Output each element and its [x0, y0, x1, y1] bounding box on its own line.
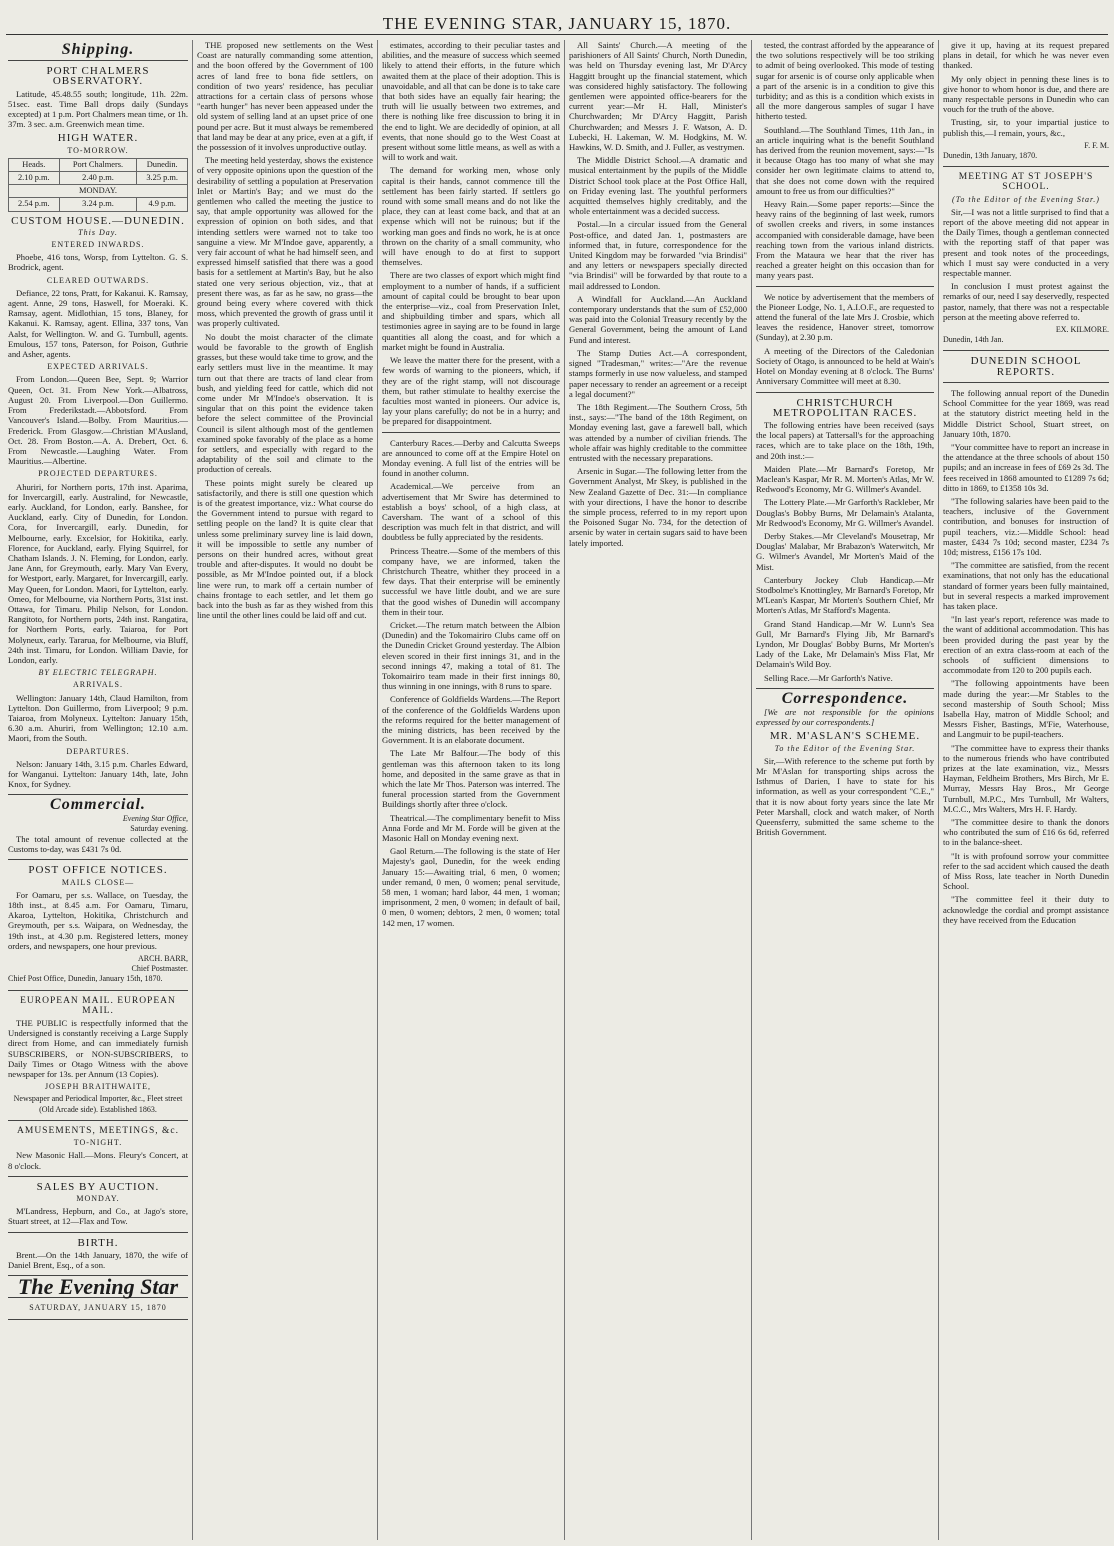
- letter-paragraph: My only object in penning these lines is to give honor to whom honor is due, and there are many respectable persons in Dunedin who can vouch for the truth of the above.: [943, 73, 1109, 115]
- commercial-heading: Commercial.: [50, 796, 146, 814]
- report-paragraph: "The following appointments have been made during the year:—Mr Stables to the second mastership of South School; Miss Isabella Hay, matron of Middle School; and Messrs Fisher, Bastings, M'Fie, Waterhouse, and Langmuir to be pupil-teachers.: [943, 678, 1109, 740]
- article-paragraph: There are two classes of export which might find employment to a number of hands, if a sufficient amount of capital could be brought to bear upon the enterprise—viz., coal from Preservation Inlet, and shipbuilding timber and spars, which all testimonies agree in saying are to be found in large quantities all along the coast, and for which a market might be found in Australia.: [382, 270, 560, 352]
- joseph-subheading: (To the Editor of the Evening Star.): [952, 194, 1100, 204]
- races-entry: Maiden Plate.—Mr Barnard's Foretop, Mr Maclean's Kaspar, Mr R. M. Morten's Atlas, Mr W. Redwood's Economy, Mr G. Willmer's Avandel.: [756, 463, 934, 495]
- article-paragraph: We leave the matter there for the present, with a few words of warning to the pioneers, which, if they are of the right stamp, will not discourage them, but rather stimulate to healthy exercise the faculties most wanted in pioneers. Our advice is, lay your plans carefully; do not be in a hurry; and be prepared for disappointment.: [382, 355, 560, 427]
- tide-cell: 3.24 p.m.: [59, 198, 137, 211]
- letter-date: Dunedin, 13th January, 1870.: [943, 151, 1038, 161]
- races-entry: The Lottery Plate.—Mr Garforth's Rackleber, Mr Douglas's Bobby Burns, Mr Delamain's Atalanta, Mr Redwood's Economy, Mr G. Willmer's Avandel.: [756, 497, 934, 528]
- news-item: Academical.—We perceive from an advertisement that Mr Swire has determined to establish a boys' school, of a high class, at Caversham. The want of a school of this description was much felt in that district, and will doubtless be fully appreciated by the residents.: [382, 481, 560, 543]
- tide-cell: 3.25 p.m.: [137, 172, 188, 185]
- letter-paragraph: give it up, having at its request prepared plans in detail, for which he was never even thanked.: [943, 40, 1109, 71]
- letter-paragraph: Trusting, sir, to your impartial justice to publish this,—I remain, yours, &c.,: [943, 117, 1109, 138]
- report-paragraph: "The committee have to express their thanks to the numerous friends who have contributed prizes at the late examination, viz., Messrs Hayman, Feldheim Brothers, Mrs Birch, Mr E. Murray, Messrs Hay Bros., Mr George Turnbull, M.P.C., Mrs Turnbull, Mr Walters, M.C.C., Mrs Walters, Mrs H. F. Hardy.: [943, 742, 1109, 814]
- news-item: Gaol Return.—The following is the state of Her Majesty's gaol, Dunedin, for the week ending January 15:—Awaiting trial, 6 men, 0 women; under remand, 0 men, 0 women; penal servitude, 58 men, 1 woman; hard labor, 44 men, 1 woman; imprisonment, 2 men, 0 women; in default of bail, 0 men, 0 women; debtors, 2 men, 0 women; total 142 men, 17 women.: [382, 846, 560, 928]
- correspondence-heading: Correspondence.: [781, 689, 909, 707]
- divider: [756, 688, 934, 689]
- shipping-heading: Shipping.: [61, 41, 135, 58]
- races-entry: Grand Stand Handicap.—Mr W. Lunn's Sea Gull, Mr Barnard's Flying Jib, Mr Barnard's Lyndon, Mr Douglas' Bobby Burns, Mr Morten's Lady of the Lake, Mr Delamain's Miss Flat, Mr Delamain's Wild Boy.: [756, 618, 934, 670]
- leader-paragraph: These points might surely be cleared up satisfactorily, and there is still one question which is of the greatest importance, viz.: What course do the Government intend to pursue with regard to settling people on the land? It is quite clear that unless some preliminary survey line is laid down, it will be impossible to settle any number of persons on their hundred acres, without great trouble and after-disputes. It would no doubt be possible, as Mr M'Indoe pointed out, if a block line were run, to mark off a certain number of chains frontage to each settler, and let them go back into the bush as far as they wished from this line until the other lines could be laid off and cut.: [197, 477, 373, 621]
- report-paragraph: "In last year's report, reference was made to the want of additional accommodation. This has been provided during the past year by the erection of an extra class-room at each of the schools of sufficient dimensions to accommodate from 120 to 200 pupils each.: [943, 614, 1109, 676]
- mcaslan-subheading: To the Editor of the Evening Star.: [774, 743, 916, 753]
- entered-inwards-heading: ENTERED INWARDS.: [51, 240, 145, 250]
- tide-cell: 2.10 p.m.: [9, 172, 60, 185]
- birth-heading: BIRTH.: [77, 1236, 119, 1249]
- news-item: Conference of Goldfields Wardens.—The Report of the conference of the Goldfields Wardens upon the reforms required for the better management of the mining districts, has been received by the Government. It is an elaborate document.: [382, 694, 560, 746]
- observatory-heading: PORT CHALMERS OBSERVATORY.: [46, 65, 150, 88]
- news-item: Heavy Rain.—Some paper reports:—Since the heavy rains of the beginning of last week, rumors of swollen creeks and rivers, in some instances accompanied with considerable damage, have been reaching town from the various inland districts. From the Mataura we hear that the river has reached a greater height on this occasion than for many years past.: [756, 199, 934, 281]
- amusements-text: New Masonic Hall.—Mons. Fleury's Concert, at 8 o'clock.: [8, 1150, 188, 1171]
- divider: [943, 166, 1109, 167]
- divider: [8, 990, 188, 991]
- leader-paragraph: No doubt the moist character of the climate would be favorable to the growth of English grasses, but these would take time to grow, and the early settlers must live in the meantime. It may turn out that there are tracts of land clear from bush, and yielding feed for cattle, which did not come under Mr M'Indoe's observation. It is singular that on this point the evidence taken before the select committee of the Provincial Council is silent although most of the gentlemen examined spoke favorably of the place as a home for settlers, and especially with regard to the adaptability of the soil and climate to the production of cereals.: [197, 331, 373, 475]
- divider: [8, 794, 188, 795]
- letter-paragraph: In conclusion I must protest against the remarks of our, need I say deservedly, respected pastor, namely, that there was not a respectable person at the meeting above referred to.: [943, 281, 1109, 322]
- news-item: Canterbury Races.—Derby and Calcutta Sweeps are announced to come off at the Empire Hotel on Monday evening. A full list of the entries will be found in another column.: [382, 437, 560, 479]
- telegraph-heading: BY ELECTRIC TELEGRAPH.: [38, 668, 158, 678]
- column-divider: [377, 40, 378, 1540]
- races-entry: Derby Stakes.—Mr Cleveland's Mousetrap, Mr Douglas' Malabar, Mr Brabazon's Waterwitch, Mr G. Wilmer's Avandel, Mr Morten's Maid of the Mist.: [756, 530, 934, 572]
- races-entry: Canterbury Jockey Club Handicap.—Mr Stodbolme's Knottingley, Mr Barnard's Foretop, Mr M'Lean's Kaspar, Mr Morten's Southern Chief, Mr Morten's Atlas, Mr Stafford's Magenta.: [756, 574, 934, 616]
- divider: [756, 286, 934, 287]
- post-office-heading: POST OFFICE NOTICES.: [28, 864, 168, 877]
- report-paragraph: "The committee desire to thank the donors who contributed the sum of £16 6s 6d, referred to in the balance-sheet.: [943, 817, 1109, 848]
- news-item: Theatrical.—The complimentary benefit to Miss Anna Forde and Mr M. Forde will be given at the Masonic Hall on Monday evening next.: [382, 812, 560, 844]
- monday-label: MONDAY.: [9, 185, 188, 198]
- races-entry: Selling Race.—Mr Garforth's Native.: [764, 672, 893, 683]
- cleared-outwards-text: Defiance, 22 tons, Pratt, for Kakanui. K. Ramsay, agent. Anne, 29 tons, Haswell, for Moeraki. K. Ramsay, agent. Midlothian, 15 tons, Blaney, for Kakanui. K. Ramsay, agent. Ellina, 337 tons, Van Aalst, for Wellington. W. and G. Turnbull, agents. Emulous, 157 tons, Paterson, for Poison, Guthrie and Asher, agents.: [8, 287, 188, 360]
- article-paragraph: The demand for working men, whose only capital is their hands, cannot commence till the settlement has been fairly started. If settlers go round with some small means and do not like the place, they can at least come back, and that at an expense which will not be ruinous; but if the working man goes and finds no work, he is at once thrown on the charity of a small community, who will have enough to do at first to support themselves.: [382, 165, 560, 268]
- entered-inwards-text: Phoebe, 416 tons, Worsp, from Lyttelton. G. S. Brodrick, agent.: [8, 252, 188, 273]
- news-item: A Windfall for Auckland.—An Auckland contemporary understands that the sum of £52,000 was paid into the Colonial Treasury recently by the General Government, being the amount of Land Fund and interest.: [569, 293, 747, 345]
- sales-heading: SALES BY AUCTION.: [36, 1180, 160, 1193]
- tide-cell: 2.54 p.m.: [9, 198, 60, 211]
- divider: [943, 382, 1109, 383]
- this-day-label: This Day.: [78, 227, 118, 237]
- correspondence-note: [We are not responsible for the opinions expressed by our correspondents.]: [756, 706, 934, 728]
- tonight-label: TO-NIGHT.: [73, 1138, 123, 1148]
- braithwaite-address: Newspaper and Periodical Importer, &c., Fleet street (Old Arcade side). Established 1863.: [13, 1094, 183, 1114]
- expected-arrivals-heading: EXPECTED ARRIVALS.: [47, 362, 149, 372]
- column-3: [382, 40, 560, 1540]
- column-6: [943, 40, 1109, 1540]
- news-item: The Late Mr Balfour.—The body of this gentleman was this afternoon taken to its long home, and deposited in the same grave as that in which the late Mr Thos. Paterson was interred. The funeral procession started from the Government Buildings shortly after three o'clock.: [382, 748, 560, 810]
- arrivals-text: Wellington: January 14th, Claud Hamilton, from Lyttelton. Don Guillermo, from Liverpool; 9 p.m. Taiaroa, from Molyneux. Lyttelton: January 15th, 6.30 a.m. Ahuriri, from Wellington; 12.10 a.m. Maori, from the South.: [8, 692, 188, 744]
- report-paragraph: "The committee feel it their duty to acknowledge the cordial and prompt assistance they have received from the Education: [943, 894, 1109, 925]
- projected-departures-text: Ahuriri, for Northern ports, 17th inst. Aparima, for Invercargill, early. Australind, for Newcastle, early. Auckland, for London, early. Banshee, for Auckland, early. City of Dunedin, for London. Cora, for Invercargill, early. Dunedin, for Melbourne, early. Excelsior, for Hokitika, early. Florence, for Auckland, early. Flying Squirrel, for Chatham Islands. J. N. Fleming, for London, early. Jane Ann, for Greymouth, early. Mary Van Every, for Westport, early. Margaret, for Invercargill, early. May Queen, for London. Maori, for Lyttelton, early. Omeo, for Melbourne, via Northern Ports, 31st inst. Ottawa, for Timaru. Philip Nelson, for London. Rangitoto, for Northern ports, 24th inst. Rangatira, for Northern Ports, early. Taiaroa, for Port Molyneux, early. Tararua, for Melbourne, via Bluff, 24th inst. Timaru, for London. William Davie, for London, early.: [8, 481, 188, 665]
- news-item: Princess Theatre.—Some of the members of this company have, we are informed, taken the Christchurch Theatre, whither they proceed in a few days. That their enterprise will be eminently successful we have little doubt, and we are sure that the good wishes of Dunedin will accompany them in their tour.: [382, 545, 560, 617]
- report-paragraph: "The committee are satisfied, from the recent examinations, that not only has the educational standard of former years been fully maintained, but in several respects a marked improvement has taken place.: [943, 560, 1109, 611]
- leader-paragraph: The meeting held yesterday, shows the existence of very opposite opinions upon the question of the desirability of settling a population at Preservation Inlet or Martin's Bay; and we must do the gentlemen who called the meeting the justice to say, that ample opportunity was allowed for the expression of opinion on both sides, and that intending settlers were warned not to take too sanguine a view. Mr M'Indoe gave, apparently, a very fair account of what he had himself seen, and expressed himself satisfied that there was a good basis for a settlement at Martin's Bay, but he also stated one very serious objection, viz., that at present there was, as far as he saw, no grass—the ground being every where covered with thick moss, which prevented the growth of grass until it was properly cultivated.: [197, 155, 373, 329]
- birth-text: Brent.—On the 14th January, 1870, the wife of Daniel Brent, Esq., of a son.: [8, 1249, 188, 1270]
- divider: [382, 432, 560, 433]
- news-item: The Stamp Duties Act.—A correspondent, signed "Tradesman," writes:—"Are the revenue stamps formerly in use now valueless, and stamped paper necessary to render an agreement or a receipt a legal document?": [569, 347, 747, 399]
- tide-table: [8, 158, 188, 212]
- european-mail-heading: EUROPEAN MAIL. EUROPEAN MAIL.: [20, 995, 176, 1016]
- letter-signature: EX. KILMORE.: [1055, 325, 1109, 335]
- commercial-time: Saturday evening.: [130, 823, 188, 833]
- divider: [943, 350, 1109, 351]
- braithwaite-name: JOSEPH BRAITHWAITE,: [44, 1082, 152, 1092]
- letter-signature: F. F. M.: [1084, 140, 1109, 150]
- tide-cell: 2.40 p.m.: [59, 172, 137, 185]
- departures-text: Nelson: January 14th, 3.15 p.m. Charles Edward, for Wanganui. Lyttelton: January 14th, late, John Knox, for Sydney.: [8, 758, 188, 790]
- divider: [8, 60, 188, 61]
- column-divider: [564, 40, 565, 1540]
- column-5: [756, 40, 934, 1540]
- news-item: Arsenic in Sugar.—The following letter from the Government Analyst, Mr Skey, is published in the New Zealand Gazette of Dec. 31:—In compliance with your directions, I have the honor to describe the simple process, referred to in my report upon the Poisoned Sugar No. 734, for the detection of arsenic by water in certain sugars said to have been lately imported.: [569, 466, 747, 548]
- news-item: Postal.—In a circular issued from the General Post-office, and dated Jan. 1, postmasters are informed that, in future, correspondence for the United Kingdom may be forwarded "via Brindisi" and any letters or newspapers specially directed "via Brindisi" will be forwarded by that route to a mail addressed to London.: [569, 219, 747, 291]
- custom-house-heading: CUSTOM HOUSE.—DUNEDIN.: [11, 214, 185, 227]
- sales-text: M'Landress, Hepburn, and Co., at Jago's store, Stuart street, at 12—Flax and Tow.: [8, 1206, 188, 1227]
- projected-departures-heading: PROJECTED DEPARTURES.: [38, 469, 158, 479]
- post-office-signoff: Chief Post Office, Dunedin, January 15th, 1870.: [8, 974, 163, 984]
- column-2: [197, 40, 373, 1540]
- column-divider: [751, 40, 752, 1540]
- commercial-office: Evening Star Office,: [122, 813, 188, 823]
- letter-paragraph: Sir,—With reference to the scheme put forth by Mr M'Aslan for transporting ships across the Isthmus of Darien, I have to state for his information, as well as your correspondent "C.E.," that it is now about forty years since the late Mr Peter Marshall, clock and watch maker, of North Queensferry, submitted the same scheme to the British Government.: [756, 755, 934, 838]
- mcaslan-heading: MR. M'ASLAN'S SCHEME.: [769, 730, 921, 743]
- letter-paragraph: Sir,—I was not a little surprised to find that a report of the above meeting did not appear in the Daily Times, though a gentleman connected with the reporting staff of that paper was present and took notes of the proceedings, which I must say were conducted in a very respectable manner.: [943, 206, 1109, 279]
- leader-paragraph: THE proposed new settlements on the West Coast are naturally commanding some attention, and the boon offered by the Government of 100 acres of land free to bona fide settlers, on condition of two years' residence, has peculiar attractions for a certain class of persons whose "earth hunger" has never been appeased under the old system of selling land at an upset price of one pound per acre. But it must always be remembered that land may be dear at any price, even at a gift, if the possession of it involves unproductive outlay.: [197, 40, 373, 153]
- news-item: All Saints' Church.—A meeting of the parishioners of All Saints' Church, North Dunedin, was held on Thursday evening last, Mr D'Arcy Haggitt brought up the financial statement, which was considered highly satisfactory. The following gentlemen were appointed office-bearers for the current year:—Mr H. Hall, Minister's Churchwarden; Mr D'Arcy Haggitt, Parish Churchwarden; and Messrs J. F. Watson, A. D. Lubecki, H. Lakeman, W. M. Hodgkins, M. W. Hawkins, W. D. Smith, and J. Fuller, as vestrymen.: [569, 40, 747, 153]
- column-divider: [938, 40, 939, 1540]
- letter-date: Dunedin, 14th Jan.: [943, 335, 1004, 345]
- departures-heading: DEPARTURES.: [66, 746, 130, 756]
- tide-col-port: Port Chalmers.: [59, 158, 137, 171]
- cleared-outwards-heading: CLEARED OUTWARDS.: [46, 275, 150, 285]
- report-paragraph: "Your committee have to report an increase in the attendance at the three schools of about 150 pupils; and an increase in fees of £69 2s 3d. The fees received in 1868 amounted to £1289 7s 6d; ditto in 1869, to £1358 10s 3d.: [943, 441, 1109, 493]
- races-heading: CHRISTCHURCH METROPOLITAN RACES.: [772, 396, 918, 419]
- joseph-heading: MEETING AT ST JOSEPH'S SCHOOL.: [958, 172, 1094, 193]
- tide-cell: 4.9 p.m.: [137, 198, 188, 211]
- mails-close-label: MAILS CLOSE—: [61, 877, 135, 887]
- commercial-text: The total amount of revenue collected at the Customs to-day, was £431 7s 0d.: [8, 834, 188, 855]
- divider: [8, 859, 188, 860]
- column-4: [569, 40, 747, 1540]
- expected-arrivals-text: From London.—Queen Bee, Sept. 9; Warrior Queen, Oct. 31. From New York.—Albatross, August 20. From Liverpool.—Don Guillermo. From Frederikstadt.—Abbotsford. From Vancouver's Island.—Bolby. From Mauritius.—Frederick. From Glasgow.—Christian M'Ausland, Oct. 28. From Boston.—A. A. Drebert, Oct. 6. From Newcastle.—Laughing Water. From Mauritius.—Albertine.: [8, 374, 188, 467]
- divider: [8, 1232, 188, 1233]
- report-paragraph: "It is with profound sorrow your committee refer to the sad accident which caused the death of Miss Ross, late teacher in North Dunedin School.: [943, 850, 1109, 892]
- sales-day-label: MONDAY.: [76, 1193, 120, 1203]
- report-paragraph: "The following salaries have been paid to the teachers, inclusive of the Government contribution, and bonuses for instruction of pupil teachers, viz.:—Middle School: head master, £434 7s 10d; second master, £234 7s 10d; mistress, £156 17s 10d.: [943, 495, 1109, 557]
- observatory-text: Latitude, 45.48.55 south; longitude, 11h. 22m. 51sec. east. Time Ball drops daily (Sundays excepted) at 1 p.m. Port Chalmers mean time, or 1h. 37m. 3 sec. a.m. Greenwich mean time.: [8, 88, 188, 130]
- news-item: The Middle District School.—A dramatic and musical entertainment by the pupils of the Middle District School took place at the Post Office Hall, on Friday evening last. The youthful performers acquitted themselves highly creditably, and the whole entertainment was a decided success.: [569, 155, 747, 217]
- school-reports-heading: DUNEDIN SCHOOL REPORTS.: [970, 355, 1082, 378]
- paper-title: The Evening Star: [17, 1274, 179, 1300]
- postmaster-title: Chief Postmaster.: [131, 964, 188, 974]
- divider: [8, 1176, 188, 1177]
- news-item: Cricket.—The return match between the Albion (Dunedin) and the Tokomairiro Clubs came off on the Dunedin Cricket Ground yesterday. The Albion eleven scored in their first innings 31, and in the second innings 47, making a total of 81. The Tokomairiro team made in their first innings 80, thus winning in one innings, with 8 runs to spare.: [382, 619, 560, 692]
- column-divider: [192, 40, 193, 1540]
- divider: [8, 1120, 188, 1121]
- news-item: tested, the contrast afforded by the appearance of the two solutions respectively will be too striking to admit of being overlooked. This mode of testing sugar for arsenic is of course only applicable when a part of the arsenic is in a condition to give this turbidity; and as this is a condition which exists in all the more dangerous samples of sugar I have hitherto tested.: [756, 40, 934, 122]
- paper-date: SATURDAY, JANUARY 15, 1870: [29, 1303, 167, 1313]
- report-paragraph: The following annual report of the Dunedin School Committee for the year 1869, was read at the statutory district meeting held in the Middle District School, Stuart street, on January 10th, 1870.: [943, 387, 1109, 439]
- tide-col-heads: Heads.: [9, 158, 60, 171]
- high-water-heading: HIGH WATER.: [57, 132, 139, 145]
- news-item: We notice by advertisement that the members of the Pioneer Lodge, No. 1, A.I.O.F., are requested to attend the funeral of the late Mrs J. Crosbie, which leaves the residence, Hanover street, tomorrow (Sunday), at 2.30 p.m.: [756, 291, 934, 343]
- column-1: [8, 40, 188, 1540]
- postmaster-name: ARCH. BARR,: [137, 954, 188, 964]
- article-paragraph: estimates, according to their peculiar tastes and abilities, and the measure of success which seemed likely to attend their efforts, in the future which awaited them at the place of their adoption. This is unavoidable, and all that can be done is to take care that both sides have an equally fair hearing; the truth will lie usually between two extremes, and there is nothing like free discussion to bring it in the end to light. We are decidedly of opinion, at all events, that none should go to the West Coast at present without some little means, as well as with a will to work and wait.: [382, 40, 560, 163]
- divider: [756, 392, 934, 393]
- divider: [8, 1319, 188, 1320]
- news-item: A meeting of the Directors of the Caledonian Society of Otago, is announced to be held at Wain's Hotel on Monday evening at 8 o'clock. The Burns' Anniversary Committee will meet at 8.30.: [756, 345, 934, 387]
- page-masthead: THE EVENING STAR, JANUARY 15, 1870.: [382, 14, 732, 33]
- tide-col-dunedin: Dunedin.: [137, 158, 188, 171]
- news-item: Southland.—The Southland Times, 11th Jan., in an article inquiring what is the benefit Southland has derived from the reunion movement, says:—"Is it because Otago has too many of what she may consider her own legitimate claims to attend to, that she does not come down with the required amount to free us from our difficulties?": [756, 124, 934, 196]
- news-item: The 18th Regiment.—The Southern Cross, 5th inst., says:—"The band of the 18th Regiment, on Monday evening last, gave a farewell ball, which was attended by a number of civilian friends. The whole affair was highly creditable to the committee entrusted with the necessary preparations.: [569, 401, 747, 463]
- tomorrow-label: TO-MORROW.: [67, 145, 129, 155]
- arrivals-heading: ARRIVALS.: [73, 680, 123, 690]
- european-mail-text: THE PUBLIC is respectfully informed that the Undersigned is constantly receiving a Large Supply direct from Home, and can immediately furnish SUBSCRIBERS, or NON-SUBSCRIBERS, to Daily Times or Otago Witness with the above newspaper for 13s. per Annum (13 Copies).: [8, 1018, 188, 1080]
- masthead-rule: [6, 34, 1108, 35]
- races-entry: The following entries have been received (says the local papers) at Tattersall's for the approaching races, which are to take place on the 18th, 19th, and 20th inst.:—: [756, 419, 934, 461]
- amusements-heading: AMUSEMENTS, MEETINGS, &c.: [17, 1125, 179, 1136]
- post-office-text: For Oamaru, per s.s. Wallace, on Tuesday, the 18th inst., at 8.45 a.m. For Oamaru, Timaru, Akaroa, Lyttelton, Hokitika, Christchurch and Greymouth, per s.s. Waipara, on Wednesday, the 19th inst., at 4.30 p.m. Registered letters, money orders, and newspapers, one hour previous.: [8, 889, 188, 951]
